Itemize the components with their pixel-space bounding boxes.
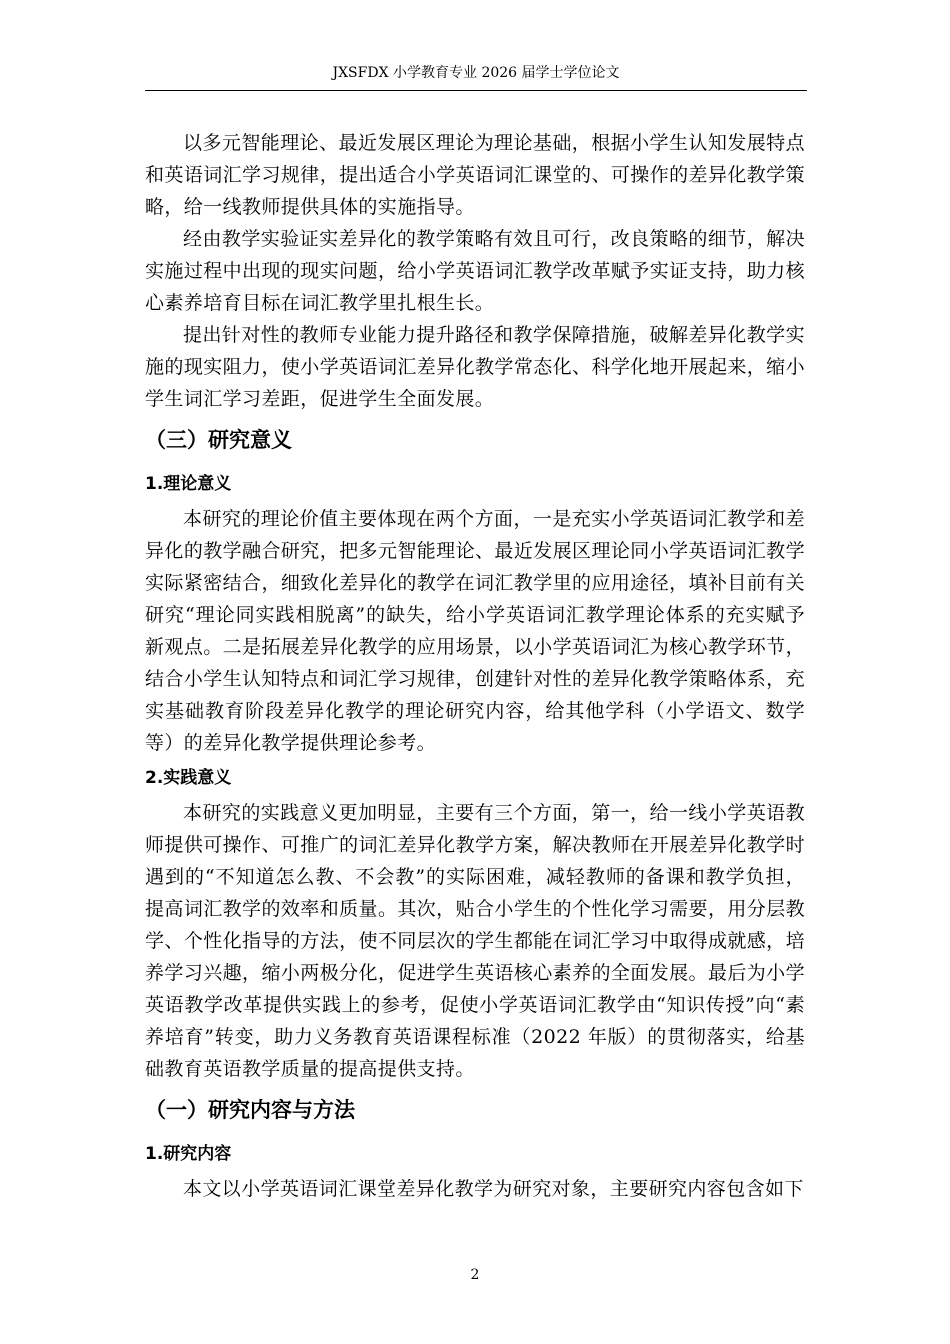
research-content-paragraph: 本文以小学英语词汇课堂差异化教学为研究对象，主要研究内容包含如下 [183, 1178, 804, 1200]
theory-significance-paragraph: 本研究的理论价值主要体现在两个方面，一是充实小学英语词汇教学和差异化的教学融合研究，把多元智能理论、最近发展区理论同小学英语词汇教学实际紧密结合，细致化差异化的教学在词汇教学里的应用途径，填补目前有关研究“理论同实践相脱离”的缺失，给小学英语词汇教学理论体系的充实赋予新观点。二是拓展差异化教学的应用场景，以小学英语词汇为核心教学环节，结合小学生认知特点和词汇学习规律，创建针对性的差异化教学策略体系，充实基础教育阶段差异化教学的理论研究内容，给其他学科（小学语文、数学等）的差异化教学提供理论参考。 [145, 508, 805, 754]
body-paragraph: 提出针对性的教师专业能力提升路径和教学保障措施，破解差异化教学实施的现实阻力，使小学英语词汇差异化教学常态化、科学化地开展起来，缩小学生词汇学习差距，促进学生全面发展。 [145, 324, 805, 410]
subsection-heading-practice: 2.实践意义 [145, 768, 232, 788]
running-header: JXSFDX 小学教育专业 2026 届学士学位论文 [332, 65, 620, 81]
section-heading-content-methods: （一）研究内容与方法 [145, 1098, 355, 1122]
header-rule [145, 90, 807, 91]
body-paragraph: 以多元智能理论、最近发展区理论为理论基础，根据小学生认知发展特点和英语词汇学习规律，提出适合小学英语词汇课堂的、可操作的差异化教学策略，给一线教师提供具体的实施指导。 [145, 132, 805, 218]
section-heading-significance: （三）研究意义 [145, 428, 292, 452]
subsection-heading-theory: 1.理论意义 [145, 474, 232, 494]
subsection-heading-content: 1.研究内容 [145, 1144, 232, 1164]
page-body [145, 127, 805, 1205]
body-paragraph: 经由教学实验证实差异化的教学策略有效且可行，改良策略的细节，解决实施过程中出现的现实问题，给小学英语词汇教学改革赋予实证支持，助力核心素养培育目标在词汇教学里扎根生长。 [145, 228, 805, 314]
page-number: 2 [470, 1267, 480, 1283]
practice-significance-paragraph: 本研究的实践意义更加明显，主要有三个方面，第一，给一线小学英语教师提供可操作、可推广的词汇差异化教学方案，解决教师在开展差异化教学时遇到的“不知道怎么教、不会教”的实际困难，减轻教师的备课和教学负担，提高词汇教学的效率和质量。其次，贴合小学生的个性化学习需要，用分层教学、个性化指导的方法，使不同层次的学生都能在词汇学习中取得成就感，培养学习兴趣，缩小两极分化，促进学生英语核心素养的全面发展。最后为小学英语教学改革提供实践上的参考，促使小学英语词汇教学由“知识传授”向“素养培育”转变，助力义务教育英语课程标准（2022 年版）的贯彻落实，给基础教育英语教学质量的提高提供支持。 [145, 802, 805, 1080]
